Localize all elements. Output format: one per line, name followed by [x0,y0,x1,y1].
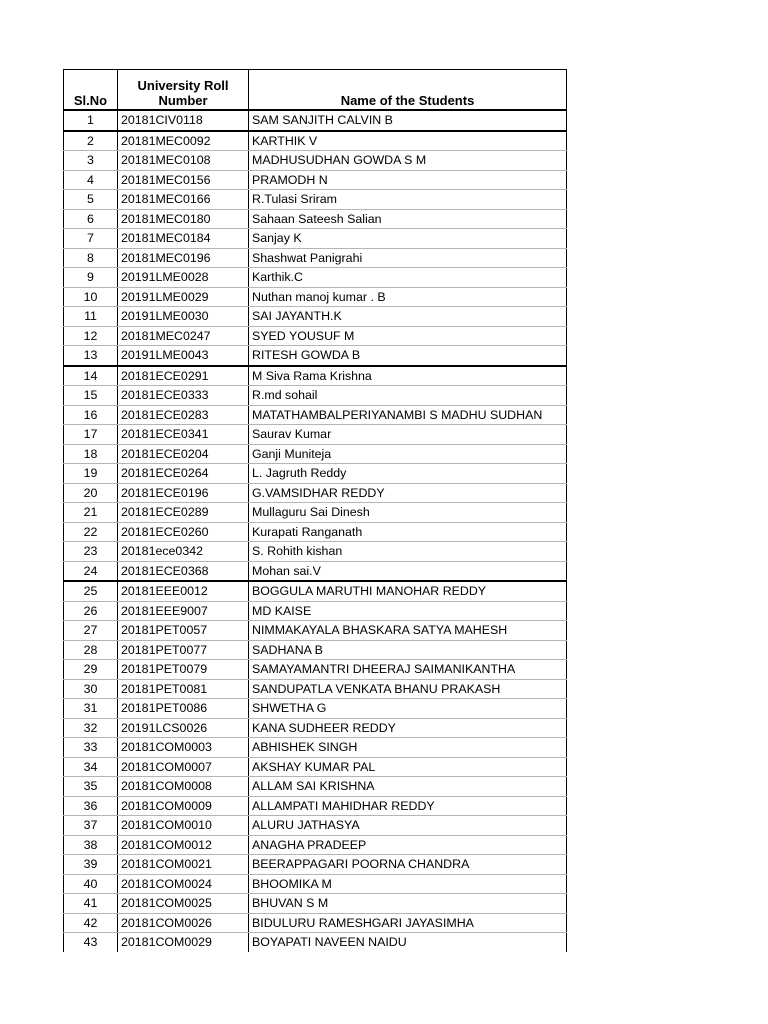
cell-sl-no: 31 [64,699,118,719]
table-row [64,874,567,894]
cell-roll-number: 20181MEC0247 [118,326,249,346]
table-row [64,405,567,425]
cell-student-name: ALURU JATHASYA [249,816,567,836]
cell-roll-number: 20181MEC0180 [118,209,249,229]
cell-student-name: R.Tulasi Sriram [249,190,567,210]
cell-sl-no: 14 [64,366,118,386]
cell-student-name: ALLAM SAI KRISHNA [249,777,567,797]
table-row [64,464,567,484]
cell-roll-number: 20181PET0077 [118,640,249,660]
cell-roll-number: 20191LME0028 [118,268,249,288]
cell-sl-no: 27 [64,621,118,641]
cell-roll-number: 20191LME0029 [118,287,249,307]
cell-sl-no: 13 [64,346,118,366]
cell-student-name: SAM SANJITH CALVIN B [249,110,567,131]
table-row [64,581,567,601]
table-row [64,268,567,288]
cell-sl-no: 32 [64,718,118,738]
table-row [64,326,567,346]
cell-roll-number: 20181COM0012 [118,835,249,855]
cell-student-name: SAI JAYANTH.K [249,307,567,327]
cell-roll-number: 20181ECE0341 [118,425,249,445]
cell-sl-no: 22 [64,522,118,542]
cell-sl-no: 20 [64,483,118,503]
cell-sl-no: 2 [64,131,118,151]
cell-sl-no: 19 [64,464,118,484]
cell-roll-number: 20181EEE9007 [118,601,249,621]
table-row [64,444,567,464]
cell-roll-number: 20181COM0029 [118,933,249,952]
cell-sl-no: 42 [64,913,118,933]
cell-roll-number: 20181COM0024 [118,874,249,894]
cell-roll-number: 20181MEC0196 [118,248,249,268]
cell-student-name: SAMAYAMANTRI DHEERAJ SAIMANIKANTHA [249,660,567,680]
table-row [64,699,567,719]
cell-student-name: Shashwat Panigrahi [249,248,567,268]
cell-roll-number: 20181COM0003 [118,738,249,758]
cell-student-name: MD KAISE [249,601,567,621]
table-row [64,522,567,542]
cell-roll-number: 20181ECE0196 [118,483,249,503]
table-row [64,640,567,660]
table-row [64,248,567,268]
table-row [64,913,567,933]
cell-sl-no: 18 [64,444,118,464]
table-row [64,561,567,581]
cell-student-name: BEERAPPAGARI POORNA CHANDRA [249,855,567,875]
table-row [64,425,567,445]
table-row [64,190,567,210]
table-row [64,110,567,131]
cell-roll-number: 20181PET0081 [118,679,249,699]
cell-student-name: AKSHAY KUMAR PAL [249,757,567,777]
cell-student-name: S. Rohith kishan [249,542,567,562]
cell-sl-no: 9 [64,268,118,288]
cell-roll-number: 20181EEE0012 [118,581,249,601]
table-row [64,777,567,797]
table-row [64,660,567,680]
table-row [64,679,567,699]
cell-sl-no: 36 [64,796,118,816]
cell-sl-no: 10 [64,287,118,307]
cell-student-name: Sanjay K [249,229,567,249]
cell-student-name: M Siva Rama Krishna [249,366,567,386]
cell-roll-number: 20181PET0086 [118,699,249,719]
table-row [64,366,567,386]
cell-student-name: Saurav Kumar [249,425,567,445]
table-row [64,287,567,307]
cell-student-name: BOGGULA MARUTHI MANOHAR REDDY [249,581,567,601]
table-row [64,229,567,249]
cell-roll-number: 20181MEC0092 [118,131,249,151]
cell-student-name: ANAGHA PRADEEP [249,835,567,855]
cell-student-name: Ganji Muniteja [249,444,567,464]
cell-student-name: L. Jagruth Reddy [249,464,567,484]
header-row [64,70,567,111]
cell-roll-number: 20191LME0043 [118,346,249,366]
cell-student-name: SADHANA B [249,640,567,660]
cell-sl-no: 17 [64,425,118,445]
cell-sl-no: 41 [64,894,118,914]
cell-sl-no: 33 [64,738,118,758]
cell-roll-number: 20181ece0342 [118,542,249,562]
cell-roll-number: 20181ECE0368 [118,561,249,581]
cell-sl-no: 8 [64,248,118,268]
cell-sl-no: 37 [64,816,118,836]
cell-sl-no: 7 [64,229,118,249]
cell-roll-number: 20181ECE0260 [118,522,249,542]
cell-sl-no: 3 [64,151,118,171]
table-header [64,70,567,111]
cell-student-name: KARTHIK V [249,131,567,151]
cell-sl-no: 11 [64,307,118,327]
table-row [64,757,567,777]
cell-student-name: Mohan sai.V [249,561,567,581]
cell-student-name: MATATHAMBALPERIYANAMBI S MADHU SUDHAN [249,405,567,425]
table-row [64,816,567,836]
table-row [64,307,567,327]
cell-roll-number: 20181COM0021 [118,855,249,875]
table-row [64,933,567,952]
cell-roll-number: 20181COM0008 [118,777,249,797]
cell-roll-number: 20181MEC0156 [118,170,249,190]
cell-student-name: SYED YOUSUF M [249,326,567,346]
table-row [64,894,567,914]
header-roll-number: University Roll Number [118,70,249,111]
cell-student-name: RITESH GOWDA B [249,346,567,366]
table-row [64,386,567,406]
cell-roll-number: 20181ECE0333 [118,386,249,406]
cell-roll-number: 20191LME0030 [118,307,249,327]
cell-sl-no: 34 [64,757,118,777]
cell-sl-no: 24 [64,561,118,581]
cell-roll-number: 20181COM0010 [118,816,249,836]
cell-roll-number: 20181ECE0283 [118,405,249,425]
cell-student-name: ABHISHEK SINGH [249,738,567,758]
cell-sl-no: 12 [64,326,118,346]
cell-student-name: Karthik.C [249,268,567,288]
cell-student-name: KANA SUDHEER REDDY [249,718,567,738]
cell-sl-no: 26 [64,601,118,621]
cell-sl-no: 28 [64,640,118,660]
cell-student-name: Sahaan Sateesh Salian [249,209,567,229]
student-roll-table [63,69,567,952]
table-row [64,855,567,875]
cell-sl-no: 25 [64,581,118,601]
table-row [64,601,567,621]
cell-sl-no: 4 [64,170,118,190]
header-sl-no: Sl.No [64,70,118,111]
cell-student-name: Mullaguru Sai Dinesh [249,503,567,523]
cell-roll-number: 20181PET0079 [118,660,249,680]
table-row [64,151,567,171]
cell-student-name: R.md sohail [249,386,567,406]
cell-roll-number: 20181COM0025 [118,894,249,914]
cell-roll-number: 20181MEC0166 [118,190,249,210]
table-row [64,542,567,562]
cell-roll-number: 20181PET0057 [118,621,249,641]
cell-sl-no: 29 [64,660,118,680]
table-row [64,738,567,758]
table-row [64,131,567,151]
cell-sl-no: 35 [64,777,118,797]
cell-student-name: SANDUPATLA VENKATA BHANU PRAKASH [249,679,567,699]
cell-sl-no: 40 [64,874,118,894]
cell-sl-no: 43 [64,933,118,952]
cell-sl-no: 16 [64,405,118,425]
cell-student-name: PRAMODH N [249,170,567,190]
cell-student-name: ALLAMPATI MAHIDHAR REDDY [249,796,567,816]
cell-sl-no: 1 [64,110,118,131]
cell-roll-number: 20181CIV0118 [118,110,249,131]
table-row [64,346,567,366]
table-row [64,621,567,641]
cell-student-name: Kurapati Ranganath [249,522,567,542]
cell-student-name: BIDULURU RAMESHGARI JAYASIMHA [249,913,567,933]
cell-student-name: BHOOMIKA M [249,874,567,894]
table-row [64,835,567,855]
cell-student-name: SHWETHA G [249,699,567,719]
cell-roll-number: 20181ECE0289 [118,503,249,523]
table-row [64,796,567,816]
cell-roll-number: 20181MEC0184 [118,229,249,249]
table-row [64,718,567,738]
cell-roll-number: 20181MEC0108 [118,151,249,171]
cell-student-name: Nuthan manoj kumar . B [249,287,567,307]
cell-sl-no: 15 [64,386,118,406]
cell-sl-no: 21 [64,503,118,523]
table-row [64,503,567,523]
cell-student-name: NIMMAKAYALA BHASKARA SATYA MAHESH [249,621,567,641]
cell-roll-number: 20181COM0026 [118,913,249,933]
cell-sl-no: 38 [64,835,118,855]
student-list-sheet [63,69,566,952]
cell-roll-number: 20181ECE0264 [118,464,249,484]
cell-student-name: G.VAMSIDHAR REDDY [249,483,567,503]
cell-roll-number: 20181ECE0204 [118,444,249,464]
cell-roll-number: 20181COM0007 [118,757,249,777]
cell-sl-no: 5 [64,190,118,210]
table-row [64,209,567,229]
cell-sl-no: 39 [64,855,118,875]
cell-sl-no: 30 [64,679,118,699]
cell-roll-number: 20181COM0009 [118,796,249,816]
cell-sl-no: 6 [64,209,118,229]
cell-roll-number: 20181ECE0291 [118,366,249,386]
cell-student-name: BHUVAN S M [249,894,567,914]
cell-sl-no: 23 [64,542,118,562]
table-row [64,483,567,503]
table-row [64,170,567,190]
header-student-name: Name of the Students [249,70,567,111]
cell-student-name: MADHUSUDHAN GOWDA S M [249,151,567,171]
table-body [64,110,567,952]
cell-roll-number: 20191LCS0026 [118,718,249,738]
cell-student-name: BOYAPATI NAVEEN NAIDU [249,933,567,952]
